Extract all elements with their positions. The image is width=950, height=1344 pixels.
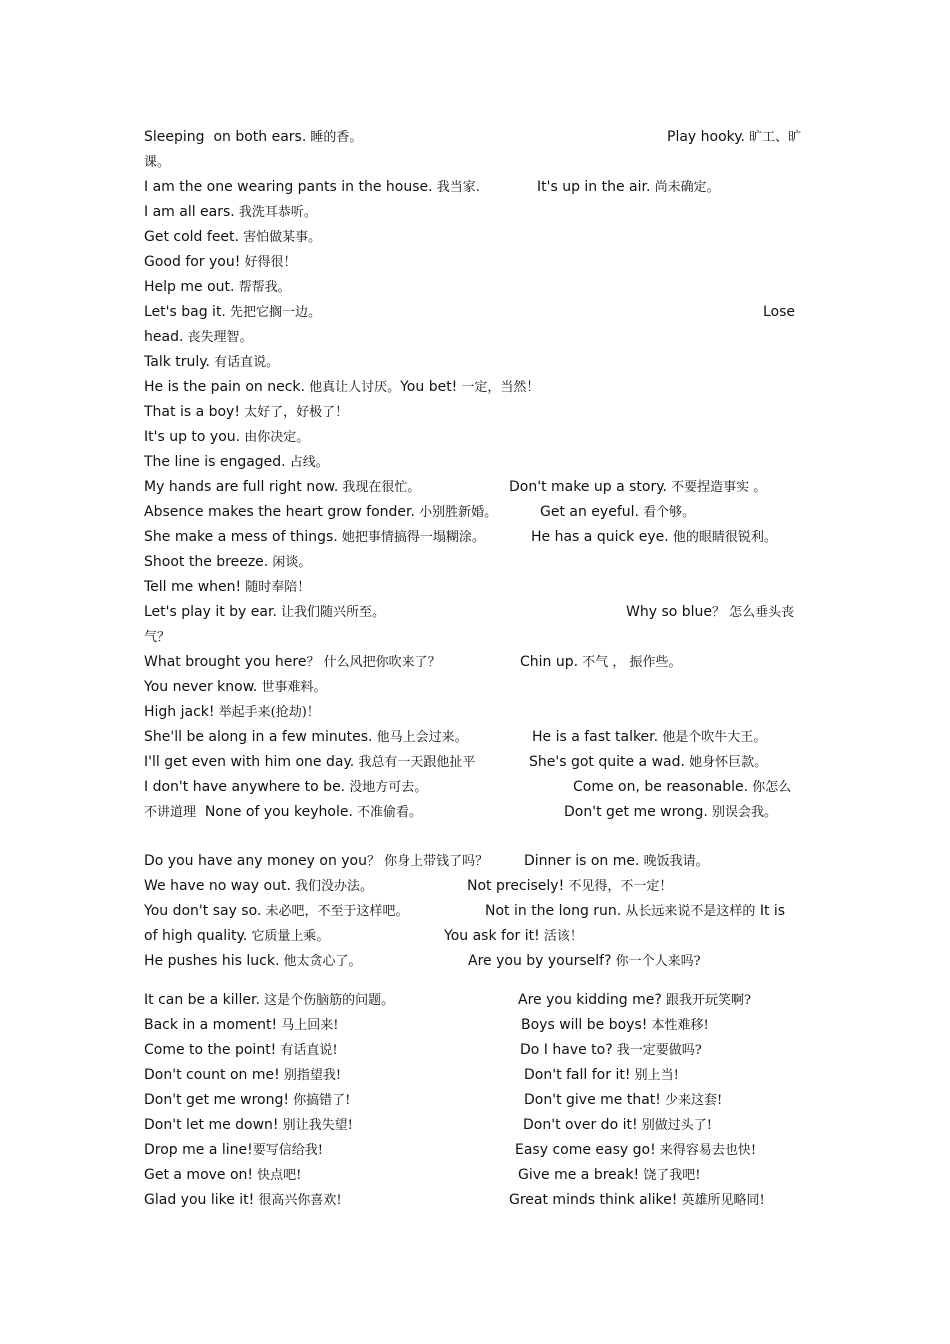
phrase-line: I don't have anywhere to be. 没地方可去。 <box>144 779 428 795</box>
phrase-line: We have no way out. 我们没办法。 <box>144 878 374 894</box>
phrase-line-right: Easy come easy go! 来得容易去也快! <box>515 1142 757 1158</box>
phrase-line: Glad you like it! 很高兴你喜欢! <box>144 1192 342 1208</box>
phrase-line-right: Why so blue？ 怎么垂头丧 <box>626 604 795 620</box>
phrase-line: You never know. 世事难料。 <box>144 679 327 695</box>
phrase-line: Good for you! 好得很！ <box>144 254 297 270</box>
phrase-line: Don't get me wrong! 你搞错了! <box>144 1092 351 1108</box>
phrase-line-right: Don't fall for it! 别上当! <box>524 1067 679 1083</box>
phrase-line: of high quality. 它质量上乘。 <box>144 928 330 944</box>
phrase-line: Let's bag it. 先把它搁一边。 <box>144 304 322 320</box>
phrase-line: 课。 <box>144 155 171 170</box>
phrase-line: Get a move on! 快点吧! <box>144 1167 302 1183</box>
phrase-line: What brought you here？ 什么风把你吹来了？ <box>144 654 441 670</box>
phrase-line: She make a mess of things. 她把事情搞得一塌糊涂。 <box>144 529 485 545</box>
phrase-line: Drop me a line!要写信给我! <box>144 1142 323 1158</box>
phrase-line-right: Chin up. 不气 ， 振作些。 <box>520 654 682 670</box>
phrase-line: Help me out. 帮帮我。 <box>144 279 291 295</box>
phrase-line: He pushes his luck. 他太贪心了。 <box>144 953 362 969</box>
phrase-line-right: Dinner is on me. 晚饭我请。 <box>524 853 709 869</box>
phrase-line: 不讲道理 None of you keyhole. 不准偷看。 <box>144 804 423 820</box>
phrase-line: Don't count on me! 别指望我! <box>144 1067 342 1083</box>
phrase-line: I am all ears. 我洗耳恭听。 <box>144 204 317 220</box>
phrase-line: Get cold feet. 害怕做某事。 <box>144 229 322 245</box>
phrase-line: Let's play it by ear. 让我们随兴所至。 <box>144 604 386 620</box>
phrase-line: head. 丧失理智。 <box>144 329 253 345</box>
phrase-line-right: Come on, be reasonable. 你怎么 <box>573 779 792 795</box>
phrase-line: That is a boy! 太好了，好极了！ <box>144 404 349 420</box>
phrase-line-right: Don't make up a story. 不要捏造事实 。 <box>509 479 767 495</box>
phrase-line: My hands are full right now. 我现在很忙。 <box>144 479 421 495</box>
phrase-line: Absence makes the heart grow fonder. 小别胜新婚。 <box>144 504 498 520</box>
phrase-line: He is the pain on neck. 他真让人讨厌。You bet! 一定，当然！ <box>144 379 540 395</box>
phrase-line: Shoot the breeze. 闲谈。 <box>144 554 312 570</box>
phrase-line-right: Don't give me that! 少来这套! <box>524 1092 723 1108</box>
phrase-line-right: Boys will be boys! 本性难移! <box>521 1017 709 1033</box>
phrase-line-right: Do I have to? 我一定要做吗? <box>520 1042 702 1058</box>
phrase-line-right: He has a quick eye. 他的眼睛很锐利。 <box>531 529 777 545</box>
phrase-line-right: Are you kidding me? 跟我开玩笑啊? <box>518 992 751 1008</box>
phrase-line-right: Great minds think alike! 英雄所见略同! <box>509 1192 765 1208</box>
phrase-line: You don't say so. 未必吧，不至于这样吧。 <box>144 903 409 919</box>
phrase-line-right: Don't get me wrong. 别误会我。 <box>564 804 777 820</box>
phrase-line: I'll get even with him one day. 我总有一天跟他扯平 <box>144 754 476 770</box>
phrase-line: Come to the point! 有话直说! <box>144 1042 338 1058</box>
phrase-line-right: Lose <box>763 304 796 320</box>
phrase-line-right: Give me a break! 饶了我吧! <box>518 1167 701 1183</box>
phrase-line: Don't let me down! 别让我失望! <box>144 1117 353 1133</box>
phrase-line: Tell me when! 随时奉陪！ <box>144 579 311 595</box>
phrase-line-right: Don't over do it! 别做过头了! <box>523 1117 712 1133</box>
phrase-line: Sleeping on both ears. 睡的香。 <box>144 129 363 145</box>
phrase-line: The line is engaged. 占线。 <box>144 454 329 470</box>
phrase-line: Back in a moment! 马上回来! <box>144 1017 339 1033</box>
phrase-line: 气？ <box>144 630 171 645</box>
phrase-line-right: Are you by yourself? 你一个人来吗? <box>468 953 701 969</box>
phrase-line: I am the one wearing pants in the house. 我当家. <box>144 179 480 195</box>
phrase-line-right: Play hooky. 旷工、旷 <box>667 129 802 145</box>
phrase-line-right: Get an eyeful. 看个够。 <box>540 504 696 520</box>
phrase-line-right: You ask for it! 活该！ <box>444 928 583 944</box>
phrase-line-right: She's got quite a wad. 她身怀巨款。 <box>529 754 768 770</box>
phrase-line-right: Not in the long run. 从长远来说不是这样的 It is <box>485 903 786 919</box>
phrase-line: It's up to you. 由你决定。 <box>144 429 310 445</box>
phrase-line: She'll be along in a few minutes. 他马上会过来。 <box>144 729 468 745</box>
phrase-line: It can be a killer. 这是个伤脑筋的问题。 <box>144 992 395 1008</box>
phrase-line: Talk truly. 有话直说。 <box>144 354 280 370</box>
phrase-line-right: Not precisely! 不见得，不一定！ <box>467 878 673 894</box>
phrase-line-right: It's up in the air. 尚未确定。 <box>537 179 720 195</box>
phrase-line: High jack! 举起手来(抢劫)！ <box>144 704 320 720</box>
phrase-line: Do you have any money on you？ 你身上带钱了吗？ <box>144 853 489 869</box>
phrase-line-right: He is a fast talker. 他是个吹牛大王。 <box>532 729 767 745</box>
